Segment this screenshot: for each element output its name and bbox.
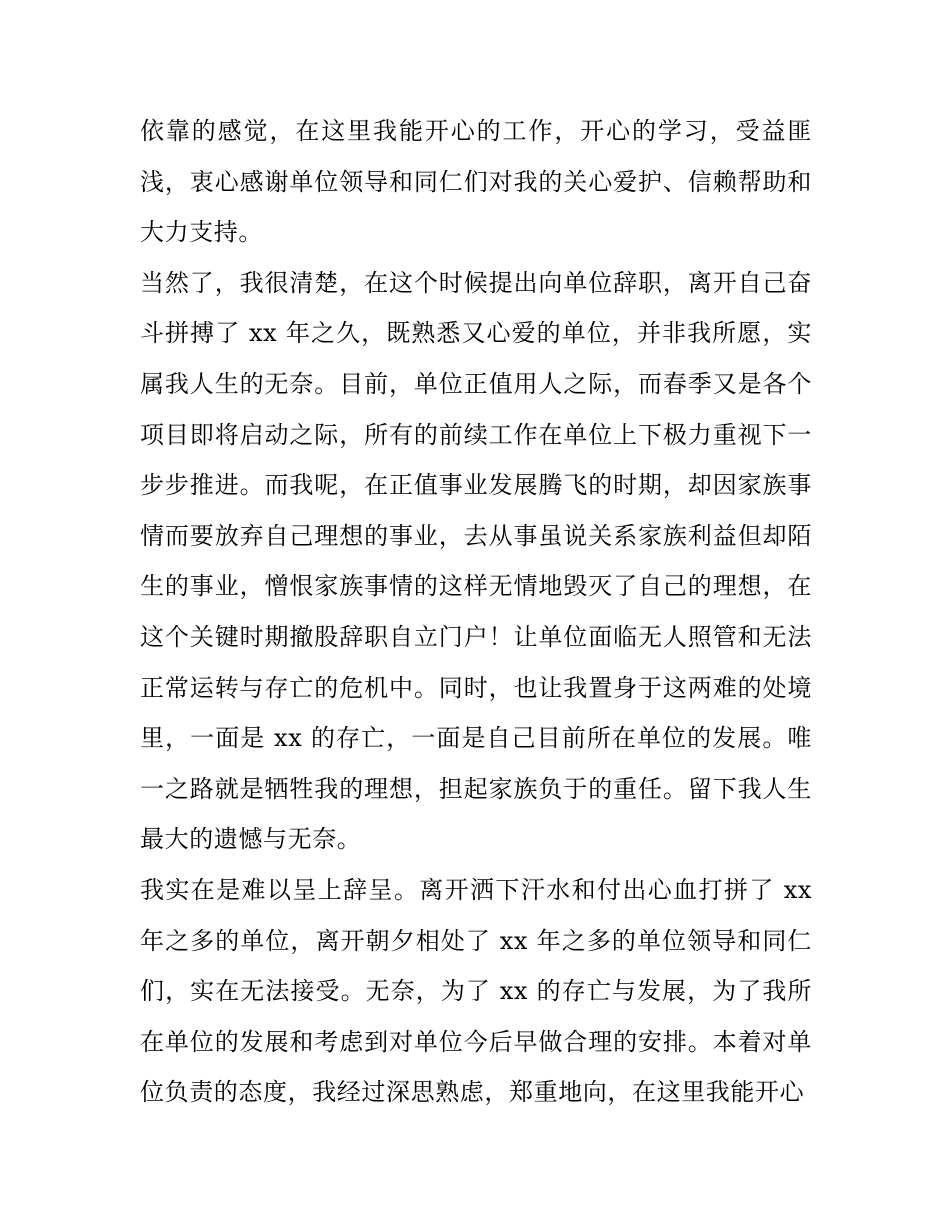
paragraph-2: 当然了，我很清楚，在这个时候提出向单位辞职，离开自己奋斗拼搏了 xx 年之久，既熟悉又心爱的单位，并非我所愿，实属我人生的无奈。目前，单位正值用人之际，而春季又是各个项目即将启动之际，所有的前续工作在单位上下极力重视下一步步推进。而我呢，在正值事业发展腾飞的时期，却因家族事情而要放弃自己理想的事业，去从事虽说关系家族利益但却陌生的事业，憎恨家族事情的这样无情地毁灭了自己的理想，在这个关键时期撤股辞职自立门户！让单位面临无人照管和无法正常运转与存亡的危机中。同时，也让我置身于这两难的处境里，一面是 xx 的存亡，一面是自己目前所在单位的发展。唯一之路就是牺牲我的理想，担起家族负于的重任。留下我人生最大的遗憾与无奈。 xyxy=(140,268,812,854)
paragraph-1: 依靠的感觉，在这里我能开心的工作，开心的学习，受益匪浅，衷心感谢单位领导和同仁们对我的关心爱护、信赖帮助和大力支持。 xyxy=(140,117,812,247)
document-body xyxy=(140,106,812,1118)
paragraph-3: 我实在是难以呈上辞呈。离开洒下汗水和付出心血打拼了 xx 年之多的单位，离开朝夕相处了 xx 年之多的单位领导和同仁们，实在无法接受。无奈，为了 xx 的存亡与发展，为了我所在单位的发展和考虑到对单位今后早做合理的安排。本着对单位负责的态度，我经过深思熟虑，郑重地向，在这里我能开心 xyxy=(140,875,812,1107)
